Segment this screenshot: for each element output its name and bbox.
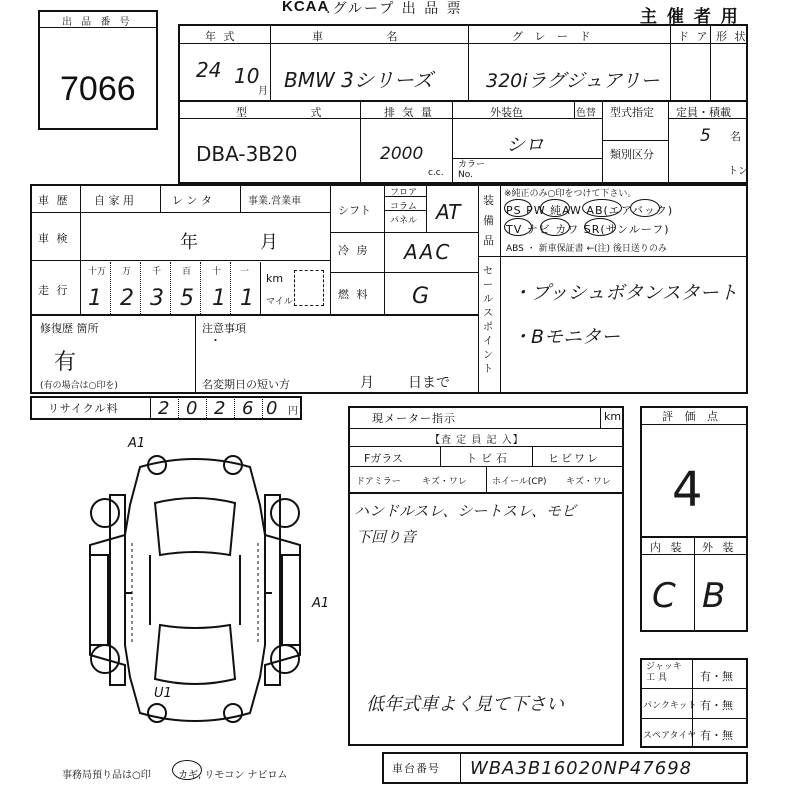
inspection-month: 月 bbox=[260, 232, 278, 253]
mileage-digit-4: 5 bbox=[180, 286, 194, 311]
shift-value: AT bbox=[436, 200, 461, 224]
sales-side-6: イ bbox=[483, 336, 493, 347]
aw-circle bbox=[582, 199, 622, 217]
sales-side-2: ー bbox=[483, 280, 493, 291]
recycle-digit-3: 2 bbox=[214, 398, 226, 419]
model-label: 型 式 bbox=[236, 106, 352, 119]
displacement-value: 2000 bbox=[380, 144, 424, 164]
recycle-digit-4: 6 bbox=[242, 398, 254, 419]
fuel-label: 燃 料 bbox=[338, 288, 370, 301]
glass-opt-chip: トビ石 bbox=[466, 452, 511, 465]
month-unit: 月 bbox=[258, 86, 268, 97]
jack-value: 有・無 bbox=[700, 670, 733, 683]
year-value: 24 bbox=[196, 58, 222, 82]
puncture-label: パンクキット bbox=[643, 701, 697, 711]
mileage-digit-3: 3 bbox=[150, 286, 164, 311]
exterior-grade-value: B bbox=[702, 576, 726, 616]
shift-panel: パネル bbox=[390, 216, 418, 226]
mileage-unit-10: 十 bbox=[212, 267, 222, 277]
lot-label: 出 品 番 号 bbox=[62, 17, 133, 28]
short-deadline-label: 名変期日の短い方 bbox=[202, 378, 290, 391]
mileage-unit-1: 一 bbox=[240, 267, 250, 277]
inspection-year: 年 bbox=[180, 232, 198, 253]
mileage-label: 走 行 bbox=[38, 284, 70, 297]
name-label: 車 名 bbox=[312, 30, 428, 43]
chassis-label: 車台番号 bbox=[392, 762, 440, 775]
model-value: DBA-3B20 bbox=[196, 142, 298, 166]
chassis-value: WBA3B16020NP47698 bbox=[470, 758, 693, 779]
mileage-digit-1: 1 bbox=[88, 286, 102, 311]
history-private: 自 家 用 bbox=[94, 194, 134, 207]
office-note: 事務局預り品は○印 bbox=[62, 770, 151, 781]
spare-value: 有・無 bbox=[700, 729, 733, 742]
month-value: 10 bbox=[234, 64, 260, 88]
ac-label: 冷 房 bbox=[338, 244, 370, 257]
office-items: カギ, リモコン ナビロム bbox=[178, 770, 288, 781]
equipment-side-1: 装 bbox=[483, 194, 494, 207]
shift-column: コラム bbox=[390, 202, 417, 212]
ton-unit: トン bbox=[728, 166, 748, 177]
shape-label: 形 状 bbox=[716, 30, 748, 43]
meter-label: 現メーター指示 bbox=[372, 412, 456, 425]
puncture-value: 有・無 bbox=[700, 699, 733, 712]
color-no-label: カラー No. bbox=[458, 160, 486, 180]
glass-opt-crack: ヒビワレ bbox=[548, 452, 600, 465]
meter-unit: km bbox=[604, 410, 622, 423]
tv-circle bbox=[504, 218, 532, 236]
mile-label: マイル bbox=[266, 297, 293, 307]
shift-floor: フロア bbox=[390, 188, 418, 198]
sales-point-2: ・Bモニター bbox=[512, 326, 621, 348]
displacement-label: 排 気 量 bbox=[384, 106, 434, 119]
year-label: 年 式 bbox=[205, 30, 237, 43]
pw-circle bbox=[540, 199, 570, 217]
jack-label: ジャッキ 工 具 bbox=[646, 662, 682, 683]
sheet-title: .グループ 出 品 票 bbox=[326, 1, 463, 17]
grade-label: グ レ ー ド bbox=[512, 30, 595, 43]
history-rental: レ ン タ bbox=[172, 194, 212, 207]
color-swap-label: 色替 bbox=[576, 108, 596, 119]
mileage-unit-100: 百 bbox=[182, 267, 192, 277]
equipment-note: ※純正のみ○印をつけて下さい。 bbox=[504, 189, 637, 199]
recycle-digit-1: 2 bbox=[158, 398, 170, 419]
displacement-unit: c.c. bbox=[428, 168, 444, 178]
mileage-digit-6: 1 bbox=[240, 286, 254, 311]
remark-line-3: 低年式車よく見て下さい bbox=[366, 694, 564, 715]
deadline-month: 月 bbox=[360, 375, 374, 391]
mileage-digit-2: 2 bbox=[120, 286, 134, 311]
damage-mark-front-text: A1 bbox=[128, 436, 146, 451]
sales-side-7: ン bbox=[483, 350, 493, 361]
mirror-label: ドアミラー bbox=[356, 477, 401, 487]
sales-side-3: ル bbox=[483, 294, 493, 305]
glass-label: Fガラス bbox=[364, 452, 403, 465]
remark-line-2: 下回り音 bbox=[356, 528, 417, 546]
brand-logo: KCAA bbox=[282, 0, 330, 15]
lot-number: 7066 bbox=[60, 70, 136, 108]
rating-label: 評 価 点 bbox=[662, 410, 722, 423]
grade-value: 320iラグジュアリー bbox=[486, 70, 660, 92]
inspection-label: 車 検 bbox=[38, 232, 70, 245]
equipment-line-2: TV ナビ カワ SR(サンルーフ) bbox=[506, 223, 670, 236]
equipment-side-2: 備 bbox=[483, 214, 494, 227]
notes-label: 注意事項 bbox=[202, 322, 246, 335]
doors-label: ド ア bbox=[678, 30, 710, 43]
recycle-label: リサイクル料 bbox=[48, 402, 119, 415]
navi-circle bbox=[540, 218, 570, 236]
exterior-value: シロ bbox=[506, 134, 545, 156]
damage-mark-rear-text: U1 bbox=[154, 686, 172, 701]
equipment-line-3: ABS ・ 新車保証書 ←(注) 後日送りのみ bbox=[506, 244, 667, 254]
repair-value: 有 bbox=[54, 350, 77, 375]
interior-label: 内 装 bbox=[650, 541, 685, 554]
car-damage-diagram bbox=[70, 445, 320, 735]
exterior-grade-label: 外 装 bbox=[702, 541, 737, 554]
name-value: BMW 3シリーズ bbox=[284, 68, 433, 92]
mileage-unit-1k: 千 bbox=[152, 267, 162, 277]
deadline-day: 日まで bbox=[408, 375, 450, 391]
capacity-unit: 名 bbox=[730, 130, 741, 143]
wheel-label: ホイール(CP) bbox=[492, 477, 547, 487]
mileage-unit-10k: 万 bbox=[122, 267, 132, 277]
recycle-unit: 円 bbox=[288, 406, 298, 417]
sales-point-1: ・プッシュボタンスタート bbox=[512, 282, 738, 304]
organizer-label: 主 催 者 用 bbox=[640, 7, 740, 27]
mirror-opts: キズ・ワレ bbox=[422, 477, 467, 487]
remark-line-1: ハンドルスレ、シートスレ、モビ bbox=[354, 502, 577, 520]
capacity-value: 5 bbox=[700, 126, 711, 146]
inspector-label: 【査 定 員 記 入】 bbox=[430, 435, 524, 446]
shift-label: シフト bbox=[338, 204, 371, 217]
ps-circle bbox=[504, 199, 532, 217]
spare-label: スペアタイヤ bbox=[643, 731, 697, 741]
sales-side-5: ポ bbox=[483, 322, 493, 333]
sales-side-8: ト bbox=[483, 364, 493, 375]
km-label: km bbox=[266, 272, 284, 285]
equipment-line-1: PS PW 純AW AB(エアバック) bbox=[506, 204, 674, 217]
fuel-value: G bbox=[412, 284, 430, 309]
exterior-label: 外装色 bbox=[490, 106, 523, 119]
category-label: 類別区分 bbox=[610, 148, 654, 161]
ac-value: AAC bbox=[404, 240, 452, 264]
repair-label: 修復歴 箇所 bbox=[40, 322, 99, 335]
equipment-side-3: 品 bbox=[483, 234, 494, 247]
capacity-label: 定員・積載 bbox=[676, 106, 731, 119]
rating-value: 4 bbox=[672, 462, 703, 518]
ab-circle bbox=[630, 199, 660, 217]
damage-mark-right-text: A1 bbox=[312, 596, 330, 611]
interior-value: C bbox=[652, 576, 676, 616]
mileage-digit-5: 1 bbox=[212, 286, 226, 311]
mileage-unit-100k: 十万 bbox=[88, 267, 107, 277]
history-business: 事業.営業車 bbox=[248, 196, 302, 207]
recycle-digit-2: 0 bbox=[186, 398, 198, 419]
notes-bullet: ・ bbox=[210, 334, 221, 347]
kawa-circle bbox=[584, 218, 616, 236]
wheel-opts: キズ・ワレ bbox=[566, 477, 611, 487]
recycle-digit-5: 0 bbox=[266, 398, 278, 419]
sales-side-1: セ bbox=[483, 266, 493, 277]
model-spec-label: 型式指定 bbox=[610, 106, 654, 119]
history-label: 車 歴 bbox=[38, 194, 70, 207]
repair-note: (有の場合は○印を) bbox=[40, 381, 118, 391]
sales-side-4: ス bbox=[483, 308, 493, 319]
